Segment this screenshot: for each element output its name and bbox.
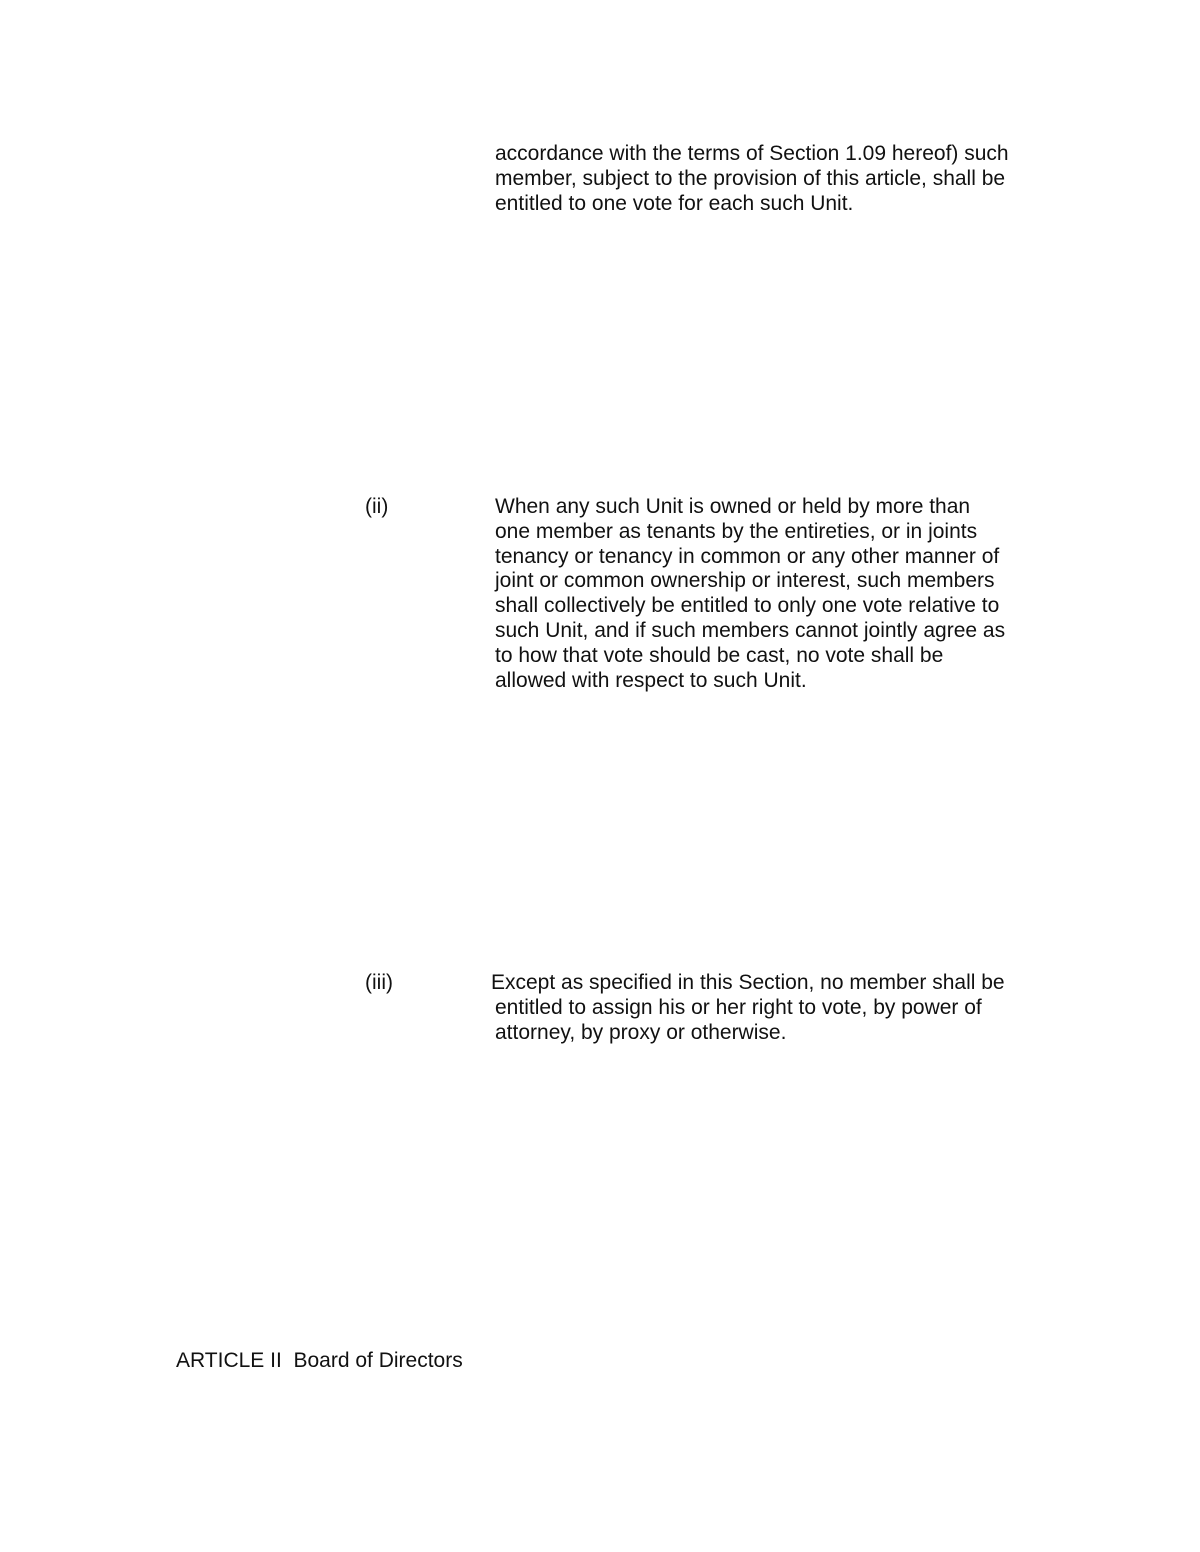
clause-ii-paragraph xyxy=(495,495,1055,693)
paragraph-line: attorney, by proxy or otherwise. xyxy=(495,1020,787,1044)
paragraph-line: shall collectively be entitled to only one vote relative to xyxy=(495,594,1000,618)
clause-ii-label: (ii) xyxy=(365,495,389,518)
paragraph-line: allowed with respect to such Unit. xyxy=(495,668,807,692)
clause-iii-paragraph xyxy=(491,971,1055,1045)
paragraph-line: entitled to assign his or her right to vote, by power of xyxy=(495,995,982,1019)
clause-iii-label: (iii) xyxy=(365,971,393,994)
paragraph-line: joint or common ownership or interest, such members xyxy=(495,569,995,593)
paragraph-line: member, subject to the provision of this article, shall be xyxy=(495,166,1006,190)
paragraph-line: one member as tenants by the entireties, or in joints xyxy=(495,519,978,543)
paragraph-line: such Unit, and if such members cannot jointly agree as xyxy=(495,618,1006,642)
paragraph-line: to how that vote should be cast, no vote shall be xyxy=(495,643,944,667)
paragraph-line: Except as specified in this Section, no member shall be xyxy=(491,971,1005,994)
paragraph-line: tenancy or tenancy in common or any other manner of xyxy=(495,544,1000,568)
paragraph-line: When any such Unit is owned or held by more than xyxy=(495,495,971,518)
paragraph-line: accordance with the terms of Section 1.09 hereof) such xyxy=(495,142,1009,165)
article-heading: ARTICLE II Board of Directors xyxy=(176,1349,463,1372)
paragraph-line: entitled to one vote for each such Unit. xyxy=(495,191,854,215)
continuation-paragraph xyxy=(495,142,1055,216)
